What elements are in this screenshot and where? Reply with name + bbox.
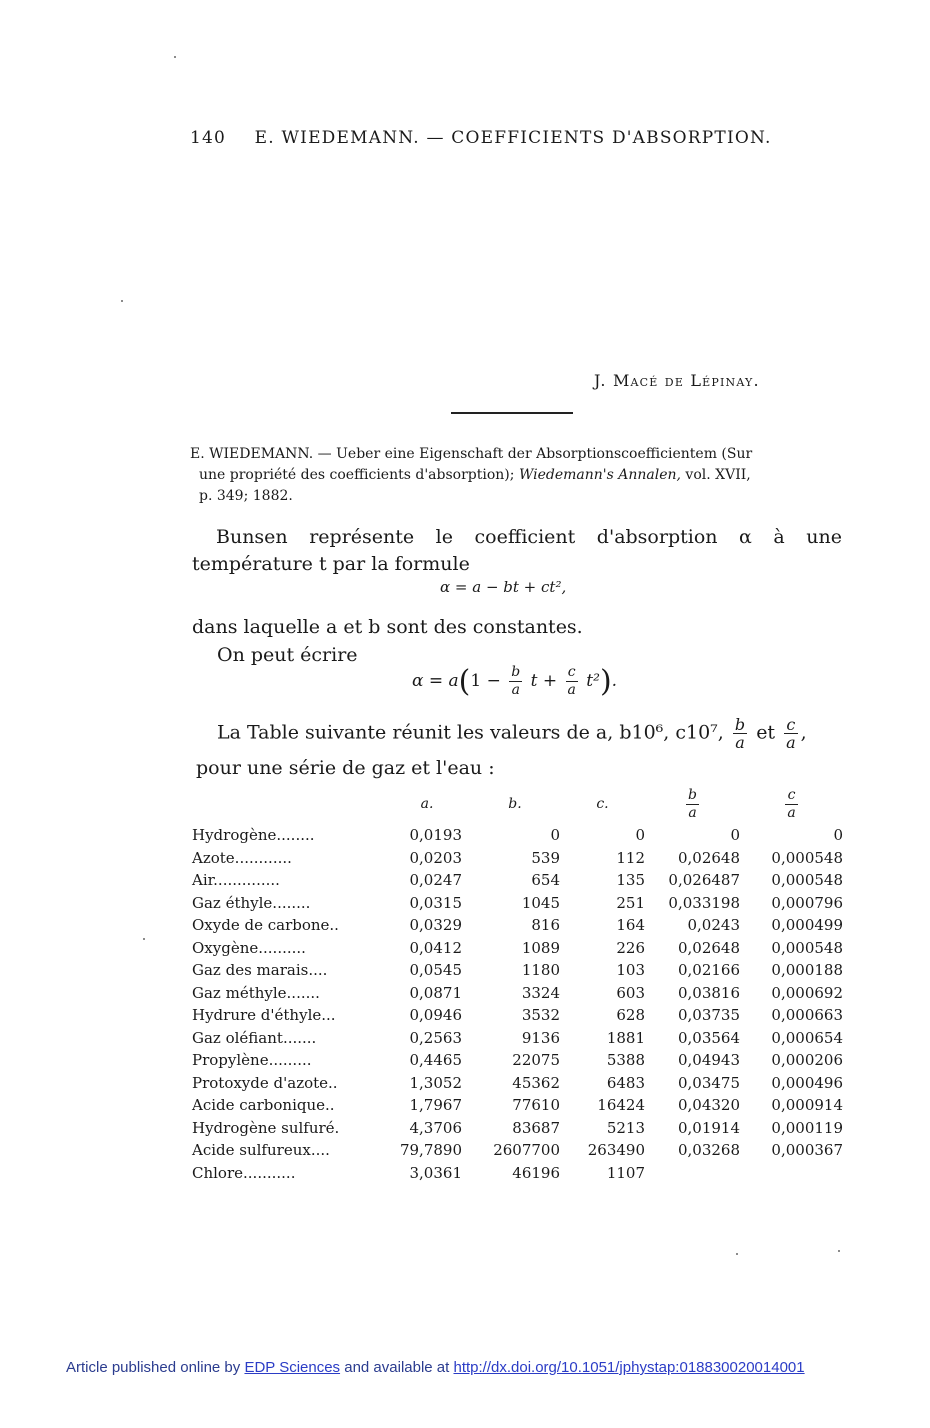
frac-num: c bbox=[784, 716, 798, 734]
footer-prefix: Article published online by bbox=[66, 1359, 245, 1376]
c-over-a-cell: 0,000663 bbox=[771, 1006, 843, 1025]
c-value-cell: 5213 bbox=[606, 1118, 645, 1137]
b-value-cell: 539 bbox=[531, 848, 560, 867]
c-value-cell: 1107 bbox=[606, 1163, 645, 1182]
journal-name: Wiedemann's Annalen, bbox=[518, 467, 681, 483]
frac-den: a bbox=[688, 804, 697, 821]
paragraph-constants: dans laquelle a et b sont des constantes. bbox=[192, 616, 583, 638]
reference-line-2 bbox=[190, 465, 840, 486]
scan-speck bbox=[143, 938, 145, 940]
doi-link[interactable]: http://dx.doi.org/10.1051/jphystap:018830020014001 bbox=[453, 1359, 805, 1376]
c-over-a-cell: 0,000188 bbox=[771, 961, 843, 980]
b-value-cell: 83687 bbox=[512, 1118, 560, 1137]
c-over-a-cell: 0,000548 bbox=[771, 848, 843, 867]
b-over-a-cell: 0,04320 bbox=[677, 1096, 740, 1115]
header-b-over-a bbox=[645, 784, 740, 824]
a-value-cell: 0,0315 bbox=[409, 893, 462, 912]
paren-close: ) bbox=[599, 664, 612, 699]
scan-speck bbox=[736, 1253, 738, 1255]
gas-name-cell: Hydrogène........ bbox=[192, 826, 315, 845]
table-row bbox=[192, 982, 843, 1005]
footer-middle: and available at bbox=[340, 1359, 454, 1376]
c-over-a-cell: 0,000796 bbox=[771, 893, 843, 912]
frac-den: a bbox=[787, 804, 796, 821]
scan-speck bbox=[838, 1250, 840, 1252]
author-signature: J. Macé de Lépinay. bbox=[594, 371, 760, 390]
reference-author: E. WIEDEMANN. bbox=[190, 446, 314, 462]
page-number: 140 bbox=[190, 128, 227, 148]
table-row bbox=[192, 847, 843, 870]
c-value-cell: 0 bbox=[635, 826, 645, 845]
gas-name-cell: Protoxyde d'azote.. bbox=[192, 1073, 338, 1092]
c-over-a-cell: 0,000119 bbox=[771, 1118, 843, 1137]
article-reference bbox=[190, 444, 840, 507]
table-row bbox=[192, 1072, 843, 1095]
b-value-cell: 1045 bbox=[521, 893, 560, 912]
fraction-b-over-a-inline bbox=[733, 716, 747, 751]
c-over-a-cell: 0,000548 bbox=[771, 938, 843, 957]
c-value-cell: 603 bbox=[616, 983, 645, 1002]
b-value-cell: 77610 bbox=[512, 1096, 560, 1115]
frac-num: b bbox=[511, 664, 521, 680]
table-body bbox=[192, 824, 843, 1184]
table-row bbox=[192, 1094, 843, 1117]
gas-name-cell: Hydrure d'éthyle... bbox=[192, 1006, 336, 1025]
c-value-cell: 16424 bbox=[597, 1096, 645, 1115]
c-value-cell: 1881 bbox=[606, 1028, 645, 1047]
publication-footer bbox=[66, 1359, 805, 1376]
header-c: c. bbox=[596, 796, 609, 812]
c-over-a-cell bbox=[740, 1162, 843, 1185]
reference-title: — Ueber eine Eigenschaft der Absorptionscoefficientem (Sur bbox=[313, 446, 753, 462]
scan-speck bbox=[121, 300, 123, 302]
c-over-a-cell: 0,000206 bbox=[771, 1051, 843, 1070]
frac-num: c bbox=[785, 787, 797, 805]
gas-name-cell: Gaz éthyle........ bbox=[192, 893, 311, 912]
absorption-table bbox=[192, 784, 843, 1184]
a-value-cell: 1,3052 bbox=[409, 1073, 462, 1092]
gas-name-cell: Propylène......... bbox=[192, 1051, 312, 1070]
b-value-cell: 45362 bbox=[512, 1073, 560, 1092]
table-row bbox=[192, 1162, 843, 1185]
c-value-cell: 6483 bbox=[606, 1073, 645, 1092]
b-over-a-cell: 0,03268 bbox=[677, 1141, 740, 1160]
header-b: b. bbox=[508, 796, 522, 812]
a-value-cell: 79,7890 bbox=[399, 1141, 462, 1160]
header-a: a. bbox=[420, 796, 434, 812]
c-over-a-cell: 0,000654 bbox=[771, 1028, 843, 1047]
b-value-cell: 46196 bbox=[512, 1163, 560, 1182]
gas-name-cell: Oxygène.......... bbox=[192, 938, 306, 957]
c-over-a-cell: 0,000367 bbox=[771, 1141, 843, 1160]
c-value-cell: 251 bbox=[616, 893, 645, 912]
table-intro-text: La Table suivante réunit les valeurs de a, b10⁶, c10⁷, bbox=[217, 721, 724, 744]
c-value-cell: 103 bbox=[616, 961, 645, 980]
c-value-cell: 112 bbox=[616, 848, 645, 867]
b-over-a-cell: 0,033198 bbox=[668, 893, 740, 912]
paragraph-table-intro bbox=[217, 716, 807, 751]
gas-name-cell: Acide carbonique.. bbox=[192, 1096, 335, 1115]
a-value-cell: 0,0247 bbox=[409, 871, 462, 890]
comma: , bbox=[800, 721, 807, 744]
b-value-cell: 1089 bbox=[521, 938, 560, 957]
table-row bbox=[192, 1004, 843, 1027]
a-value-cell: 0,0193 bbox=[409, 826, 462, 845]
table-header-row bbox=[192, 784, 843, 824]
gas-name-cell: Air.............. bbox=[192, 871, 280, 890]
table-row bbox=[192, 1049, 843, 1072]
scan-speck bbox=[174, 56, 176, 58]
b-over-a-cell bbox=[645, 1162, 740, 1185]
table-row bbox=[192, 824, 843, 847]
formula2-one: 1 − bbox=[470, 671, 501, 691]
b-value-cell: 3324 bbox=[521, 983, 560, 1002]
b-over-a-cell: 0,03475 bbox=[677, 1073, 740, 1092]
gas-name-cell: Gaz des marais.... bbox=[192, 961, 328, 980]
edp-sciences-link[interactable]: EDP Sciences bbox=[244, 1359, 341, 1376]
b-value-cell: 2607700 bbox=[493, 1141, 560, 1160]
frac-den: a bbox=[786, 733, 796, 752]
paren-open: ( bbox=[458, 664, 471, 699]
a-value-cell: 0,0545 bbox=[409, 961, 462, 980]
gas-name-cell: Gaz méthyle....... bbox=[192, 983, 320, 1002]
reference-translation: une propriété des coefficients d'absorption); bbox=[199, 467, 515, 483]
b-over-a-cell: 0,02648 bbox=[677, 938, 740, 957]
table-row bbox=[192, 959, 843, 982]
frac-den: a bbox=[735, 733, 745, 752]
gas-name-cell: Oxyde de carbone.. bbox=[192, 916, 339, 935]
c-over-a-cell: 0,000496 bbox=[771, 1073, 843, 1092]
gas-name-cell: Chlore........... bbox=[192, 1163, 296, 1182]
table-row bbox=[192, 914, 843, 937]
paragraph-intro bbox=[192, 524, 842, 578]
c-value-cell: 5388 bbox=[606, 1051, 645, 1070]
formula-rewritten bbox=[412, 664, 617, 699]
frac-num: c bbox=[566, 664, 578, 682]
b-over-a-cell: 0 bbox=[730, 826, 740, 845]
frac-den: a bbox=[511, 682, 520, 698]
b-over-a-cell: 0,04943 bbox=[677, 1051, 740, 1070]
b-over-a-cell: 0,03735 bbox=[677, 1006, 740, 1025]
frac-num: b bbox=[734, 715, 746, 734]
a-value-cell: 0,2563 bbox=[409, 1028, 462, 1047]
header-frac-c-a bbox=[785, 787, 797, 822]
b-value-cell: 3532 bbox=[521, 1006, 560, 1025]
a-value-cell: 0,0946 bbox=[409, 1006, 462, 1025]
gas-name-cell: Gaz oléfiant....... bbox=[192, 1028, 317, 1047]
table-row bbox=[192, 1139, 843, 1162]
header-c-over-a bbox=[740, 784, 843, 824]
a-value-cell: 1,7967 bbox=[409, 1096, 462, 1115]
gas-name-cell: Acide sulfureux.... bbox=[192, 1141, 330, 1160]
table-row bbox=[192, 1027, 843, 1050]
gas-name-cell: Azote............ bbox=[192, 848, 292, 867]
frac-num: b bbox=[688, 786, 697, 803]
c-value-cell: 628 bbox=[616, 1006, 645, 1025]
table-row bbox=[192, 869, 843, 892]
b-value-cell: 0 bbox=[550, 826, 560, 845]
formula2-end: . bbox=[611, 671, 618, 691]
header-frac-b-a bbox=[686, 787, 699, 822]
reference-pages: p. 349; 1882. bbox=[199, 488, 293, 504]
b-value-cell: 816 bbox=[531, 916, 560, 935]
a-value-cell: 4,3706 bbox=[409, 1118, 462, 1137]
c-value-cell: 263490 bbox=[587, 1141, 645, 1160]
reference-volume: vol. XVII, bbox=[680, 467, 751, 483]
header-gas bbox=[192, 784, 392, 824]
paragraph-table-intro-cont: pour une série de gaz et l'eau : bbox=[196, 757, 495, 779]
b-over-a-cell: 0,01914 bbox=[677, 1118, 740, 1137]
b-over-a-cell: 0,02648 bbox=[677, 848, 740, 867]
table-row bbox=[192, 892, 843, 915]
gas-name-cell: Hydrogène sulfuré. bbox=[192, 1118, 340, 1137]
b-value-cell: 1180 bbox=[521, 961, 560, 980]
a-value-cell: 0,0871 bbox=[409, 983, 462, 1002]
c-value-cell: 226 bbox=[616, 938, 645, 957]
a-value-cell: 3,0361 bbox=[409, 1163, 462, 1182]
running-head bbox=[190, 128, 772, 148]
fraction-c-over-a bbox=[566, 664, 578, 699]
a-value-cell: 0,0412 bbox=[409, 938, 462, 957]
c-over-a-cell: 0,000914 bbox=[771, 1096, 843, 1115]
a-value-cell: 0,0203 bbox=[409, 848, 462, 867]
formula2-t2: t² bbox=[586, 671, 600, 691]
b-value-cell: 22075 bbox=[512, 1051, 560, 1070]
frac-den: a bbox=[567, 682, 576, 698]
word-et: et bbox=[756, 721, 776, 744]
c-over-a-cell: 0,000548 bbox=[771, 871, 843, 890]
c-over-a-cell: 0 bbox=[833, 826, 843, 845]
b-over-a-cell: 0,0243 bbox=[687, 916, 740, 935]
separator-rule bbox=[451, 412, 573, 414]
table-row bbox=[192, 1117, 843, 1140]
formula2-lead: α = a bbox=[412, 671, 459, 691]
b-value-cell: 654 bbox=[531, 871, 560, 890]
a-value-cell: 0,0329 bbox=[409, 916, 462, 935]
c-over-a-cell: 0,000499 bbox=[771, 916, 843, 935]
formula2-t: t + bbox=[530, 671, 558, 691]
b-over-a-cell: 0,026487 bbox=[668, 871, 740, 890]
formula-bunsen: α = a − bt + ct², bbox=[440, 578, 567, 596]
c-value-cell: 135 bbox=[616, 871, 645, 890]
b-value-cell: 9136 bbox=[521, 1028, 560, 1047]
fraction-c-over-a-inline bbox=[784, 716, 798, 751]
fraction-b-over-a bbox=[509, 664, 522, 699]
paragraph-intro-text: Bunsen représente le coefficient d'absorption α à une température t par la formule bbox=[192, 526, 842, 575]
c-value-cell: 164 bbox=[616, 916, 645, 935]
b-over-a-cell: 0,03816 bbox=[677, 983, 740, 1002]
b-over-a-cell: 0,03564 bbox=[677, 1028, 740, 1047]
table-row bbox=[192, 937, 843, 960]
c-over-a-cell: 0,000692 bbox=[771, 983, 843, 1002]
b-over-a-cell: 0,02166 bbox=[677, 961, 740, 980]
paragraph-rewrite: On peut écrire bbox=[217, 644, 358, 666]
a-value-cell: 0,4465 bbox=[409, 1051, 462, 1070]
running-title: E. WIEDEMANN. — COEFFICIENTS D'ABSORPTION. bbox=[254, 128, 772, 148]
